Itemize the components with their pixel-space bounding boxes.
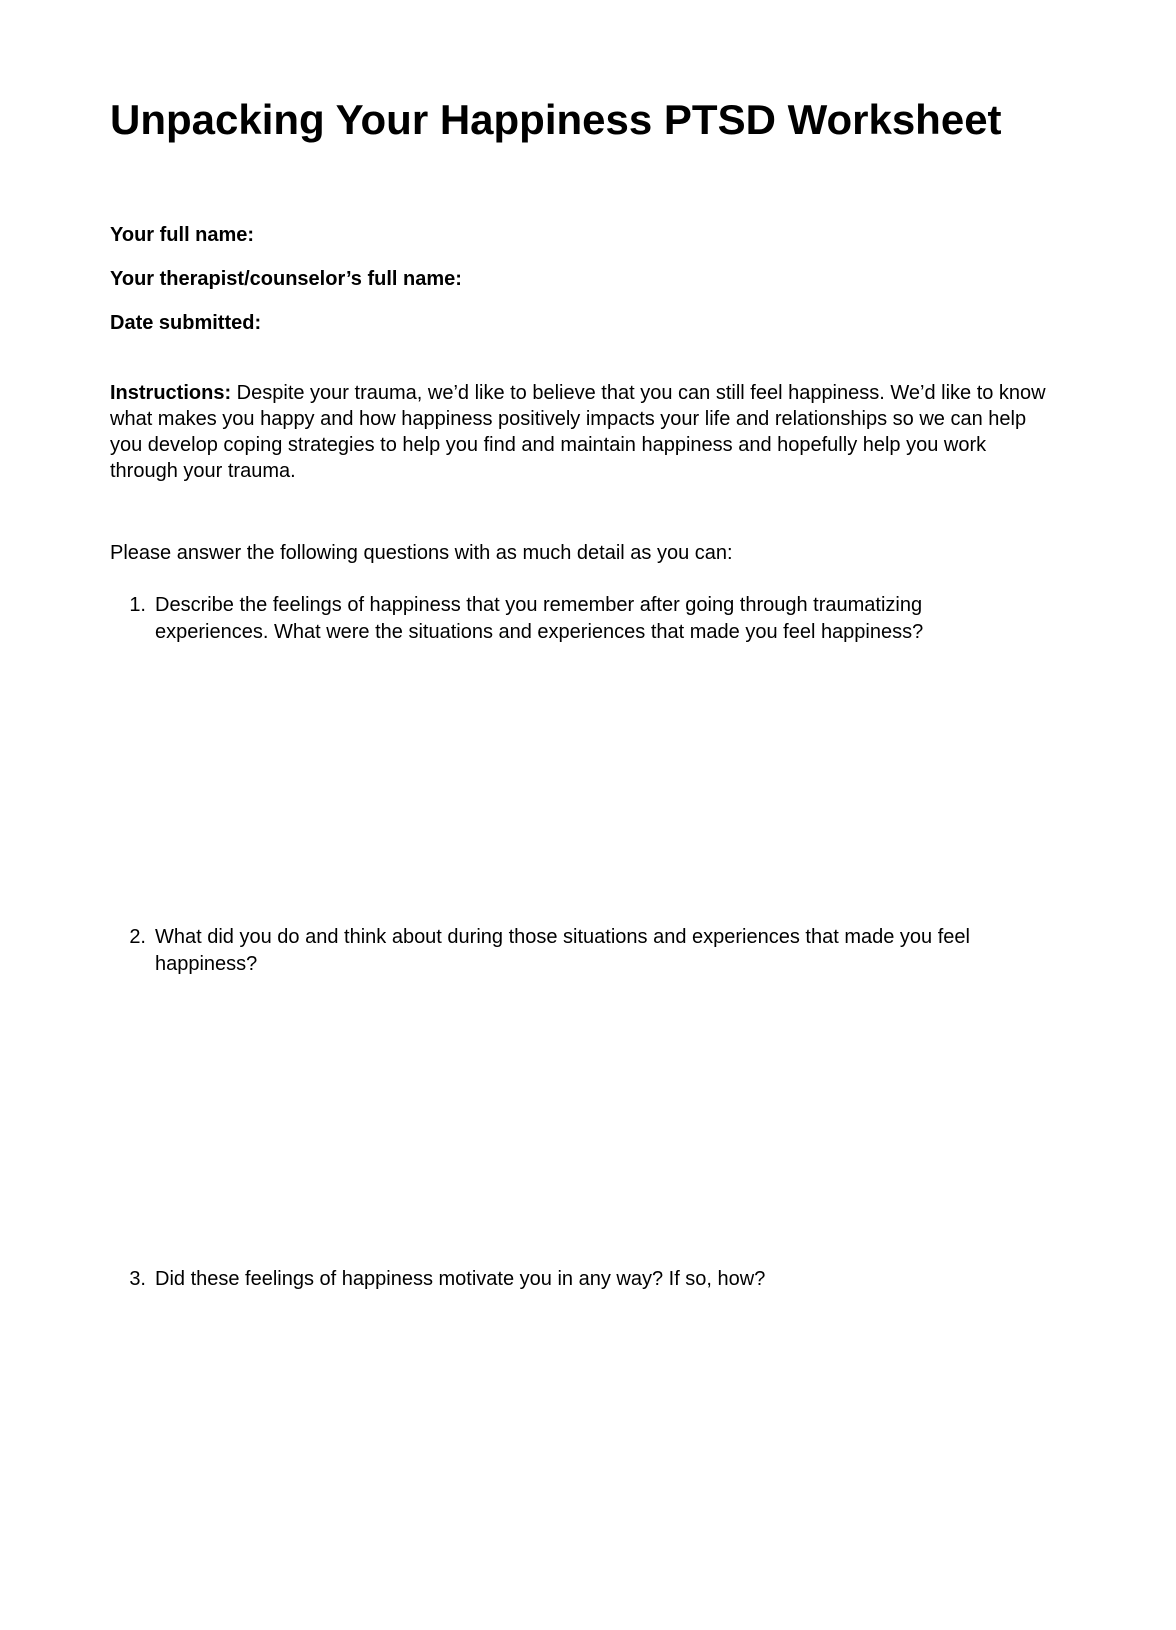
question-item-1 (122, 592, 1015, 646)
questions-list (110, 592, 1015, 1293)
question-number-2: 2. (129, 926, 146, 949)
question-text-2: What did you do and think about during those situations and experiences that made you feel happiness? (155, 926, 970, 976)
instructions-text: Despite your trauma, we’d like to believe that you can still feel happiness. We’d like to know what makes you happy and how happiness positively impacts your life and relationships so we can help you develop coping strategies to help you find and maintain happiness and hopefully help you work through your trauma. (110, 382, 1046, 483)
instructions-label: Instructions: (110, 382, 232, 405)
question-item-3 (122, 1266, 1015, 1293)
page-title: Unpacking Your Happiness PTSD Worksheet (110, 96, 1002, 143)
question-text-3: Did these feelings of happiness motivate you in any way? If so, how? (155, 1268, 766, 1291)
field-label-date-submitted: Date submitted: (110, 312, 262, 335)
instructions-paragraph (110, 380, 1050, 484)
question-number-1: 1. (129, 594, 146, 617)
question-item-2 (122, 924, 1015, 978)
field-label-therapist-name: Your therapist/counselor’s full name: (110, 268, 462, 291)
questions-prompt: Please answer the following questions with as much detail as you can: (110, 542, 733, 565)
fields-section (110, 222, 1068, 336)
field-label-full-name: Your full name: (110, 224, 255, 247)
question-number-3: 3. (129, 1268, 146, 1291)
question-text-1: Describe the feelings of happiness that you remember after going through traumatizing experiences. What were the situations and experiences that made you feel happiness? (155, 594, 924, 644)
